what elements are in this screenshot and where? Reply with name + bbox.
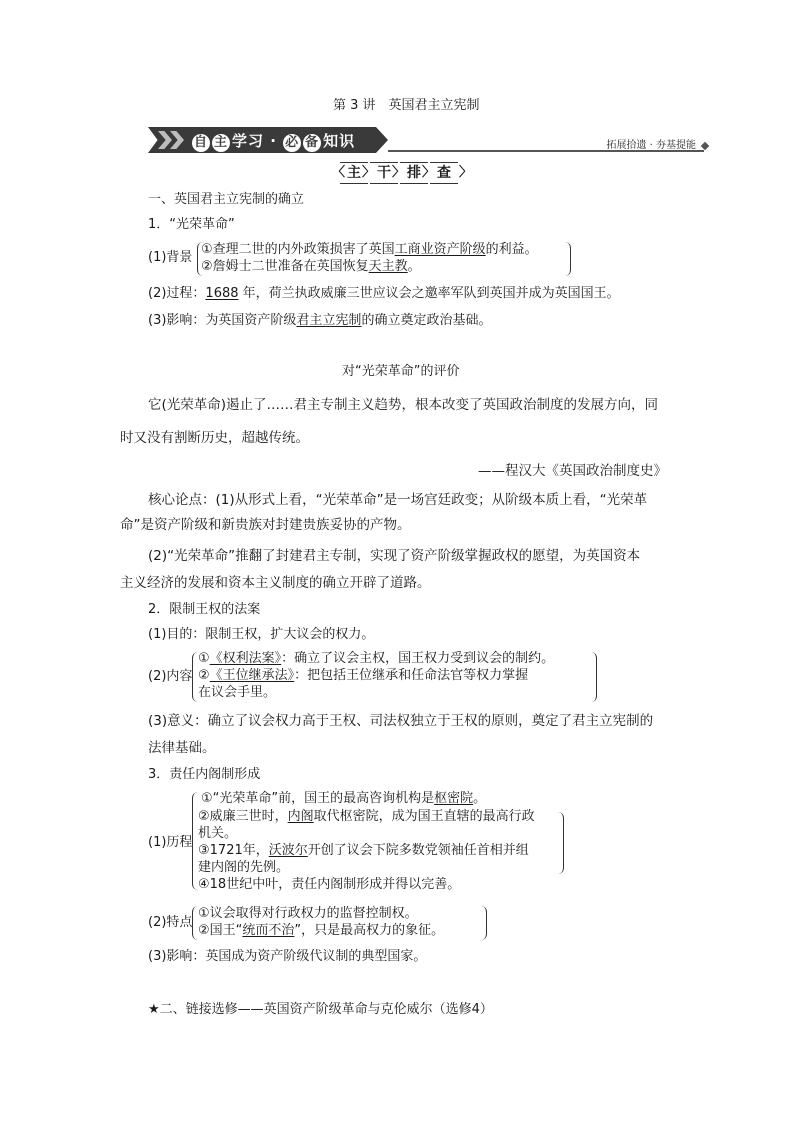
content-item-2-cont: 在议会手里。 — [198, 685, 277, 700]
process-text: (2)过程：1688 年，荷兰执政威廉三世应议会之邀率军队到英国并成为英国国王。 — [148, 286, 620, 301]
history-item-2-cont: 机关。 — [198, 826, 238, 841]
quote-line-2: 时又没有割断历史，超越传统。 — [120, 430, 309, 446]
core-point-1-line-1: 核心论点：(1)从形式上看，“光荣革命”是一场宫廷政变；从阶级本质上看，“光荣革 — [148, 492, 648, 508]
tab-gan: 〉 干 — [370, 162, 398, 184]
feature-item-2: ②国王“统而不治”，只是最高权力的象征。 — [198, 923, 445, 938]
section-banner — [148, 127, 708, 153]
section2-heading: ★二、链接选修——英国资产阶级革命与克伦威尔（选修4） — [148, 1002, 493, 1017]
sub2-heading: 2．限制王权的法案 — [148, 602, 261, 617]
tab-cha: 〉 查 — [430, 162, 458, 184]
history-label: (1)历程 — [148, 835, 193, 850]
sub3-heading: 3．责任内阁制形成 — [148, 767, 261, 782]
right-brace — [588, 652, 597, 702]
history-item-2: ②威廉三世时，内阁取代枢密院，成为国王直辖的最高行政 — [198, 809, 535, 824]
quote-source: ——程汉大《英国政治制度史》 — [478, 463, 667, 479]
right-brace — [555, 812, 564, 874]
content-label: (2)内容 — [148, 669, 193, 684]
feature-label: (2)特点 — [148, 915, 193, 930]
diamond-icon — [701, 142, 709, 150]
sub1-heading: 1．“光荣革命” — [148, 217, 235, 232]
meaning-line-2: 法律基础。 — [148, 740, 216, 756]
meaning-line-1: (3)意义：确立了议会权力高于王权、司法权独立于王权的原则，奠定了君主立宪制的 — [148, 713, 654, 729]
banner-title: 自 主 学习 · 必 备 知识 — [193, 132, 356, 150]
background-item-2: ②詹姆士二世准备在英国恢复天主教。 — [201, 259, 421, 274]
banner-right-text: 拓展拾遗 · 夯基提能 — [606, 140, 696, 151]
section-tabs: 〈 主〉 干〉 排〉 查 〉 — [340, 162, 460, 184]
history-item-3-cont: 建内阁的先例。 — [198, 860, 290, 875]
section1-heading: 一、英国君主立宪制的确立 — [148, 192, 305, 207]
tab-pai: 〉 排 — [400, 162, 428, 184]
background-item-1: ①查理二世的内外政策损害了英国工商业资产阶级的利益。 — [201, 242, 538, 257]
quote-line-1: 它(光荣革命)遏止了……君主专制主义趋势，根本改变了英国政治制度的发展方向，同 — [148, 397, 659, 413]
right-brace — [478, 906, 487, 940]
evaluation-title: 对“光荣革命”的评价 — [342, 364, 460, 379]
history-item-3: ③1721年，沃波尔开创了议会下院多数党领袖任首相并组 — [198, 843, 529, 858]
history-item-1: ①“光荣革命”前，国王的最高咨询机构是枢密院。 — [201, 791, 487, 806]
tab-zhu: 〈 主 — [340, 162, 368, 184]
core-point-2-line-1: (2)“光荣革命”推翻了封建君主专制，实现了资产阶级掌握政权的愿望，为英国资本 — [148, 548, 641, 564]
core-point-2-line-2: 主义经济的发展和资本主义制度的确立开辟了道路。 — [120, 575, 431, 591]
lecture-title: 第 3 讲 英国君主立宪制 — [333, 98, 480, 113]
content-item-2: ②《王位继承法》：把包括王位继承和任命法官等权力掌握 — [198, 668, 529, 683]
right-brace — [562, 242, 571, 276]
impact-text: (3)影响：为英国资产阶级君主立宪制的确立奠定政治基础。 — [148, 313, 492, 328]
core-point-1-line-2: 命”是资产阶级和新贵族对封建贵族妥协的产物。 — [120, 517, 411, 533]
content-item-1: ①《权利法案》：确立了议会主权，国王权力受到议会的制约。 — [198, 651, 555, 666]
history-item-4: ④18世纪中叶，责任内阁制形成并得以完善。 — [198, 877, 461, 892]
purpose-text: (1)目的：限制王权，扩大议会的权力。 — [148, 627, 375, 642]
background-label: (1)背景 — [148, 250, 193, 265]
feature-item-1: ①议会取得对行政权力的监督控制权。 — [198, 906, 418, 921]
impact-text-3: (3)影响：英国成为资产阶级代议制的典型国家。 — [148, 949, 427, 964]
